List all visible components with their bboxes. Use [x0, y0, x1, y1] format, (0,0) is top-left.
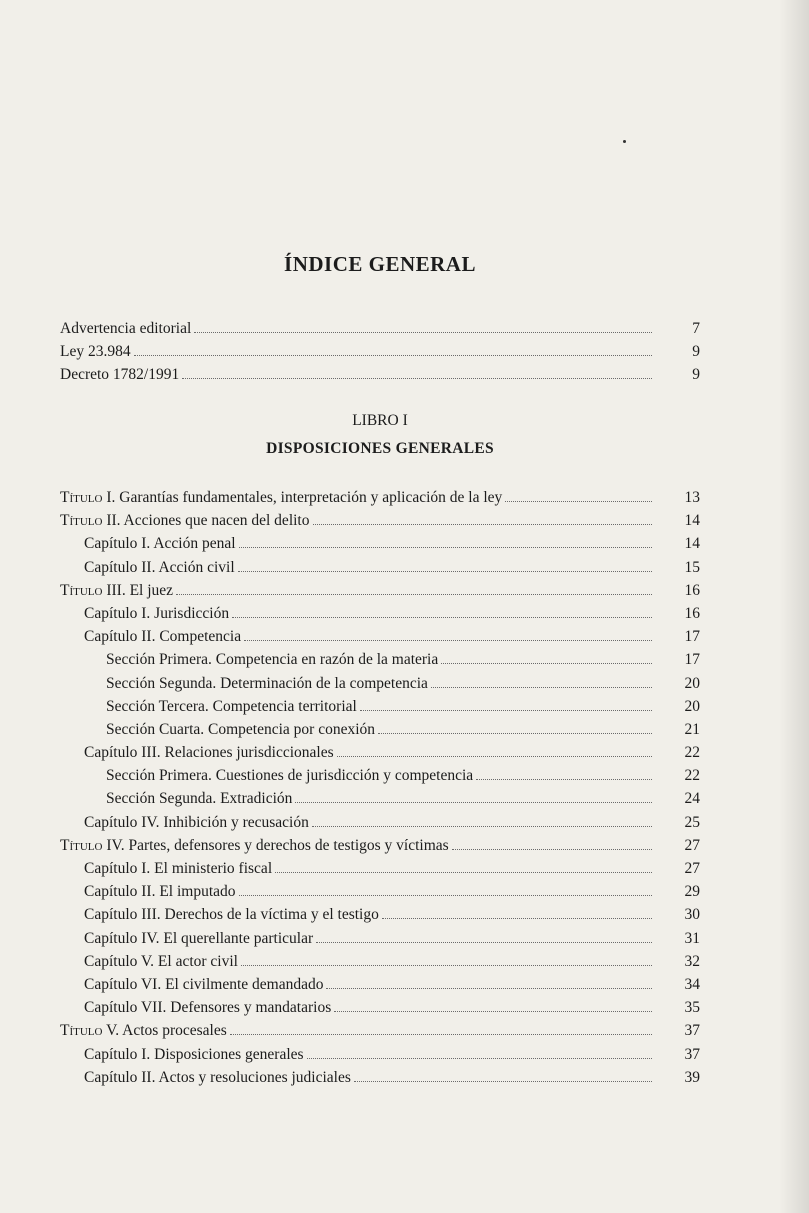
toc-entry-title	[84, 927, 313, 950]
toc-entry-label: Capítulo I. El ministerio fiscal	[84, 860, 273, 877]
toc-entry-page: 17	[684, 628, 700, 646]
toc-entry	[60, 1019, 700, 1042]
toc-entry-page: 17	[684, 651, 700, 669]
toc-entry-label: Capítulo VII. Defensores y mandatarios	[84, 999, 332, 1017]
toc-entry-title	[84, 811, 309, 834]
toc-entry-prefix: Título	[60, 581, 103, 599]
toc-entry	[60, 857, 700, 880]
toc-entry-label: Sección Segunda. Extradición	[106, 790, 293, 808]
toc-entry-label: IV. Partes, defensores y derechos de testigos y víctimas	[106, 836, 449, 854]
toc-entry	[60, 648, 700, 671]
toc-entry	[60, 532, 700, 555]
toc-entry-title	[84, 556, 235, 579]
toc-entry-page: 35	[684, 999, 700, 1017]
dot-leader	[313, 523, 653, 525]
toc-entry-page: 22	[684, 744, 700, 762]
toc-entry-page: 20	[684, 697, 700, 715]
toc-entry	[60, 509, 700, 532]
toc-entry	[60, 625, 700, 648]
dot-leader	[239, 894, 652, 896]
toc-entry	[60, 741, 700, 764]
toc-entry-title	[84, 857, 272, 880]
toc-entry-page: 21	[684, 720, 700, 738]
toc-entry-title	[60, 363, 179, 386]
dot-leader	[230, 1033, 652, 1035]
dot-leader	[505, 500, 652, 502]
dot-leader	[360, 709, 652, 711]
toc-entry-title	[84, 950, 238, 973]
toc-entry-label: V. Actos procesales	[106, 1022, 227, 1040]
dot-leader	[334, 1010, 652, 1012]
dot-leader	[431, 686, 652, 688]
dot-leader	[452, 848, 652, 850]
toc-entry-label: Capítulo III. Relaciones jurisdiccionales	[84, 744, 334, 762]
toc-entry-title	[106, 648, 438, 671]
dot-leader	[232, 616, 652, 618]
toc-entry-page: 37	[684, 1022, 700, 1040]
toc-entry-prefix: Título	[60, 836, 103, 854]
toc-entry-page: 27	[684, 836, 700, 854]
toc-entry-label: Capítulo I. Disposiciones generales	[84, 1045, 304, 1063]
toc-entry-title	[84, 625, 241, 648]
toc-entry-label: Decreto 1782/1991	[60, 366, 180, 384]
toc-entry	[60, 903, 700, 926]
dot-leader	[239, 546, 652, 548]
dot-leader	[134, 354, 652, 356]
toc-entry-page: 39	[684, 1068, 700, 1086]
toc-entry-page: 31	[684, 929, 700, 947]
toc-entry-page: 32	[684, 952, 700, 970]
toc-entry-label: Capítulo I. Jurisdicción	[84, 604, 230, 622]
toc-entry-page: 9	[692, 343, 700, 361]
toc-entry-title	[60, 317, 191, 340]
toc-entry-page: 7	[692, 320, 700, 337]
dot-leader	[275, 871, 652, 873]
toc-entry-title	[60, 340, 131, 363]
toc-entry-page: 16	[684, 604, 700, 622]
toc-entry-title	[106, 764, 473, 787]
libro-subtitle: DISPOSICIONES GENERALES	[266, 440, 494, 457]
dot-leader	[194, 331, 652, 333]
stray-dot	[623, 140, 626, 143]
toc-entry	[60, 695, 700, 718]
libro-label: LIBRO I	[352, 412, 408, 429]
toc-entry-title	[106, 672, 428, 695]
dot-leader	[354, 1080, 652, 1082]
toc-entry-page: 15	[684, 558, 700, 576]
toc-entry-title	[106, 695, 357, 718]
toc-entry-label: Sección Cuarta. Competencia por conexión	[106, 720, 376, 738]
toc-entry-label: Sección Tercera. Competencia territorial	[106, 697, 357, 715]
dot-leader	[182, 377, 652, 379]
toc-entry	[60, 486, 700, 509]
dot-leader	[176, 593, 652, 595]
toc-entry	[60, 718, 700, 741]
toc-entry-label: Capítulo I. Acción penal	[84, 535, 236, 553]
toc-entry-page: 37	[684, 1045, 700, 1063]
toc-entry	[60, 363, 700, 386]
toc-entry-title	[84, 1043, 304, 1066]
dot-leader	[316, 941, 652, 943]
page-title: ÍNDICE GENERAL	[284, 252, 476, 276]
dot-leader	[307, 1057, 652, 1059]
dot-leader	[241, 964, 652, 966]
toc-entry-page: 20	[684, 674, 700, 692]
toc-entry	[60, 973, 700, 996]
toc-entry-label: III. El juez	[106, 581, 174, 599]
toc-entry-title	[84, 996, 331, 1019]
toc-entry	[60, 602, 700, 625]
dot-leader	[244, 639, 652, 641]
toc-entry-label: Advertencia editorial	[60, 320, 192, 337]
toc-entry-prefix: Título	[60, 1022, 103, 1040]
toc-entry-label: Capítulo V. El actor civil	[84, 952, 238, 970]
toc-entry-page: 16	[684, 581, 700, 599]
toc-entry	[60, 340, 700, 363]
toc-entry-title	[84, 903, 379, 926]
toc-entry-label: Ley 23.984	[60, 343, 131, 361]
toc-entry	[60, 950, 700, 973]
contents-list	[60, 486, 700, 1089]
toc-entry	[60, 834, 700, 857]
toc-entry-title	[106, 718, 375, 741]
toc-entry-title	[60, 509, 310, 532]
toc-entry-label: Sección Segunda. Determinación de la competencia	[106, 674, 428, 692]
toc-entry-label: Capítulo VI. El civilmente demandado	[84, 975, 324, 993]
toc-entry-page: 30	[684, 906, 700, 924]
dot-leader	[441, 662, 652, 664]
toc-entry-page: 9	[692, 366, 700, 384]
toc-entry-title	[60, 834, 449, 857]
dot-leader	[312, 825, 652, 827]
toc-entry	[60, 764, 700, 787]
front-matter-list	[60, 317, 700, 387]
toc-entry-title	[106, 787, 292, 810]
toc-entry	[60, 579, 700, 602]
toc-entry	[60, 1043, 700, 1066]
toc-entry-page: 34	[684, 975, 700, 993]
dot-leader	[326, 987, 652, 989]
toc-entry-prefix: Título	[60, 489, 103, 506]
toc-entry-label: II. Acciones que nacen del delito	[106, 512, 310, 530]
toc-entry-label: Capítulo II. El imputado	[84, 883, 236, 901]
toc-entry-title	[84, 602, 229, 625]
toc-entry-page: 22	[684, 767, 700, 785]
toc-entry	[60, 927, 700, 950]
toc-entry-label: I. Garantías fundamentales, interpretación y aplicación de la ley	[106, 489, 503, 506]
toc-entry-prefix: Título	[60, 512, 103, 530]
toc-entry-label: Capítulo III. Derechos de la víctima y el testigo	[84, 906, 379, 924]
toc-entry	[60, 880, 700, 903]
toc-entry-title	[60, 579, 173, 602]
dot-leader	[476, 778, 652, 780]
toc-entry-title	[84, 741, 334, 764]
dot-leader	[378, 732, 652, 734]
toc-entry-page: 24	[684, 790, 700, 808]
toc-entry-page: 27	[684, 860, 700, 877]
toc-entry-title	[84, 532, 236, 555]
toc-entry-title	[84, 880, 236, 903]
toc-entry-title	[60, 486, 502, 509]
toc-entry-page: 14	[684, 512, 700, 530]
dot-leader	[337, 755, 652, 757]
toc-entry	[60, 672, 700, 695]
toc-entry	[60, 1066, 700, 1089]
toc-entry-label: Capítulo II. Acción civil	[84, 558, 235, 576]
page-gutter-shadow	[779, 0, 809, 1213]
toc-entry-page: 13	[684, 489, 700, 506]
toc-entry	[60, 787, 700, 810]
toc-entry-page: 25	[684, 813, 700, 831]
toc-entry-title	[60, 1019, 227, 1042]
toc-entry-title	[84, 973, 323, 996]
toc-entry-label: Sección Primera. Cuestiones de jurisdicción y competencia	[106, 767, 474, 785]
toc-entry	[60, 317, 700, 340]
toc-entry-label: Capítulo II. Actos y resoluciones judiciales	[84, 1068, 351, 1086]
toc-entry-page: 29	[684, 883, 700, 901]
toc-entry-title	[84, 1066, 351, 1089]
toc-entry	[60, 556, 700, 579]
toc-entry	[60, 996, 700, 1019]
dot-leader	[382, 917, 652, 919]
toc-entry-label: Capítulo IV. Inhibición y recusación	[84, 813, 309, 831]
dot-leader	[295, 801, 652, 803]
toc-entry-label: Capítulo IV. El querellante particular	[84, 929, 314, 947]
toc-entry-label: Sección Primera. Competencia en razón de la materia	[106, 651, 439, 669]
toc-entry-page: 14	[684, 535, 700, 553]
toc-entry-label: Capítulo II. Competencia	[84, 628, 242, 646]
dot-leader	[238, 570, 652, 572]
toc-entry	[60, 811, 700, 834]
